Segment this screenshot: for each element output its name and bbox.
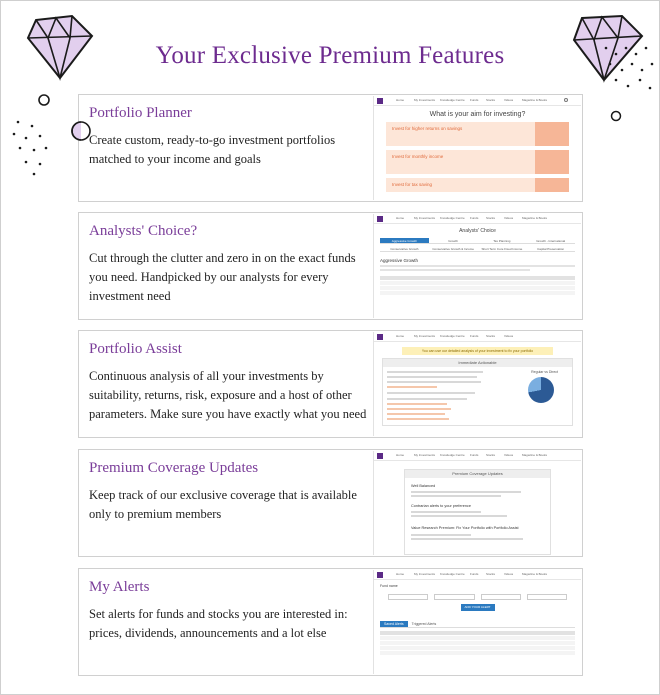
table-row (380, 646, 575, 650)
nav-link: Funds (470, 216, 479, 220)
half-circle-icon (71, 121, 91, 141)
table-row (380, 291, 575, 295)
feature-card-my-alerts (78, 568, 583, 676)
nav-link: Knowledge Centre (440, 216, 465, 220)
screenshot-nav (374, 451, 581, 461)
circle-left-icon (37, 93, 51, 107)
tab-conservative-growth[interactable]: Conservative Growth (380, 246, 429, 252)
option-image (535, 178, 569, 192)
fund-label: Fund name (380, 584, 398, 588)
coverage-item[interactable]: Value Research Premium: Fix Your Portfolio with Portfolio Assist (411, 526, 519, 530)
search-icon (564, 98, 568, 102)
screenshot-nav (374, 332, 581, 342)
feature-heading: My Alerts (89, 579, 150, 595)
premium-coverage-screenshot (373, 451, 581, 555)
coverage-item[interactable]: Well Balanced (411, 484, 436, 488)
feature-heading: Portfolio Assist (89, 341, 182, 357)
tab-capital-preservation[interactable]: Capital Preservation (526, 246, 575, 252)
planner-option (386, 150, 569, 174)
table-row (380, 651, 575, 655)
text-line (380, 269, 530, 271)
pie-label: Regular vs Direct (531, 370, 558, 374)
nav-link: Stocks (486, 572, 496, 576)
analysts-choice-screenshot (373, 214, 581, 318)
tab-tax-planning[interactable]: Tax Planning (478, 238, 527, 244)
table-row (380, 636, 575, 640)
panel-title: Immediate Actionable (383, 359, 572, 367)
planner-option (386, 178, 569, 192)
text-line (411, 491, 521, 493)
feature-description: Cut through the clutter and zero in on the exact funds you need. Handpicked by our analysts for every investment need (89, 251, 356, 303)
table-row (380, 641, 575, 645)
assist-banner: You can use our detailed analysis of your investment to fix your portfolio (402, 347, 553, 355)
nav-link: Knowledge Centre (440, 334, 465, 338)
alert-select[interactable] (434, 594, 474, 600)
nav-link: Videos (504, 453, 514, 457)
screenshot-nav (374, 570, 581, 580)
analysts-tabs-row2 (380, 246, 575, 252)
coverage-panel (404, 469, 551, 555)
tab-short-term-fixed-income[interactable]: Short Term Core Fixed Income (478, 246, 527, 252)
nav-link: My Investments (414, 334, 436, 338)
text-line (411, 495, 501, 497)
nav-link: Magazine & Books (522, 216, 548, 220)
alert-form (388, 594, 567, 600)
nav-link: Stocks (486, 216, 496, 220)
table-header (380, 631, 575, 635)
option-label: Invest for higher returns on savings (392, 126, 463, 131)
nav-link: Stocks (486, 453, 496, 457)
nav-link: Home (396, 572, 405, 576)
pie-chart (528, 377, 554, 403)
tab-growth-international[interactable]: Growth - International (526, 238, 575, 244)
nav-link: Home (396, 216, 405, 220)
table-row (380, 281, 575, 285)
nav-link: Knowledge Centre (440, 98, 465, 102)
dots-left-icon (8, 116, 52, 178)
feature-description: Create custom, ready-to-go investment portfolios matched to your income and goals (89, 133, 336, 166)
screenshot-nav (374, 96, 581, 106)
nav-link: Magazine & Books (522, 98, 548, 102)
text-line (387, 398, 467, 400)
nav-link: Funds (470, 334, 479, 338)
table-header (380, 276, 575, 280)
nav-link: Magazine & Books (522, 453, 548, 457)
feature-card-analysts-choice (78, 212, 583, 320)
nav-link: Funds (470, 98, 479, 102)
feature-description: Set alerts for funds and stocks you are interested in: prices, dividends, announcements and a lot else (89, 607, 348, 640)
coverage-title: Premium Coverage Updates (405, 470, 550, 478)
nav-link: Funds (470, 453, 479, 457)
feature-description: Continuous analysis of all your investments by suitability, returns, risk, exposure and a host of other parameters. Make sure you have exactly what you need (89, 369, 367, 421)
actionable-panel (382, 358, 573, 426)
nav-link: Knowledge Centre (440, 453, 465, 457)
text-line (411, 515, 507, 517)
portfolio-assist-screenshot (373, 332, 581, 436)
option-image (535, 150, 569, 174)
feature-heading: Premium Coverage Updates (89, 460, 259, 476)
analysts-title: Analysts' Choice (459, 228, 496, 234)
alert-select[interactable] (388, 594, 428, 600)
text-line (411, 534, 471, 536)
nav-link: Stocks (486, 334, 496, 338)
nav-link: Funds (470, 572, 479, 576)
tab-triggered-alerts[interactable]: Triggered Alerts (411, 622, 437, 626)
page-title: Your Exclusive Premium Features (155, 42, 505, 69)
alert-input[interactable] (527, 594, 567, 600)
highlight-line (387, 408, 451, 410)
feature-heading: Portfolio Planner (89, 105, 192, 121)
nav-link: Magazine & Books (522, 572, 548, 576)
nav-link: Videos (504, 216, 514, 220)
nav-link: My Investments (414, 98, 436, 102)
text-line (387, 381, 481, 383)
highlight-line (387, 413, 445, 415)
nav-link: My Investments (414, 453, 436, 457)
nav-link: Knowledge Centre (440, 572, 465, 576)
tab-growth[interactable]: Growth (429, 238, 478, 244)
logo-icon (377, 216, 383, 222)
nav-link: Videos (504, 334, 514, 338)
nav-link: Home (396, 334, 405, 338)
feature-description: Keep track of our exclusive coverage that is available only to premium members (89, 488, 357, 521)
analysts-tabs (380, 238, 575, 244)
text-line (387, 376, 477, 378)
nav-link: Home (396, 453, 405, 457)
feature-heading: Analysts' Choice? (89, 223, 198, 239)
feature-card-premium-coverage (78, 449, 583, 557)
option-label: Invest for monthly income (392, 154, 444, 159)
highlight-line (387, 403, 447, 405)
text-line (380, 265, 575, 267)
text-line (387, 371, 483, 373)
highlight-line (387, 386, 437, 388)
tab-saved-alerts[interactable]: Saved Alerts (380, 621, 408, 627)
nav-link: My Investments (414, 216, 436, 220)
text-line (411, 511, 481, 513)
text-line (387, 392, 475, 394)
screenshot-nav (374, 214, 581, 224)
planner-title: What is your aim for investing? (429, 111, 526, 118)
table-row (380, 286, 575, 290)
nav-link: Home (396, 98, 405, 102)
alert-select[interactable] (481, 594, 521, 600)
highlight-line (387, 418, 449, 420)
nav-link: Videos (504, 98, 514, 102)
option-image (535, 122, 569, 146)
alert-tabs (380, 621, 575, 628)
option-label: Invest for tax saving (392, 182, 433, 187)
logo-icon (377, 572, 383, 578)
coverage-item[interactable]: Contrarian alerts to your preference (411, 504, 471, 508)
nav-link: Stocks (486, 98, 496, 102)
nav-link: My Investments (414, 572, 436, 576)
logo-icon (377, 98, 383, 104)
feature-card-portfolio-assist (78, 330, 583, 438)
feature-card-portfolio-planner (78, 94, 583, 202)
circle-right-icon (610, 110, 622, 122)
my-alerts-screenshot (373, 570, 581, 674)
section-heading: Aggressive Growth (380, 258, 419, 263)
text-line (411, 538, 523, 540)
logo-icon (377, 334, 383, 340)
nav-link: Videos (504, 572, 514, 576)
planner-option (386, 122, 569, 146)
portfolio-planner-screenshot (373, 96, 581, 200)
tab-conservative-growth-income[interactable]: Conservative Growth & Income (429, 246, 478, 252)
add-alert-button[interactable]: ADD YOUR ALERT (461, 604, 495, 611)
logo-icon (377, 453, 383, 459)
tab-aggressive-growth[interactable]: Aggressive Growth (380, 238, 429, 244)
